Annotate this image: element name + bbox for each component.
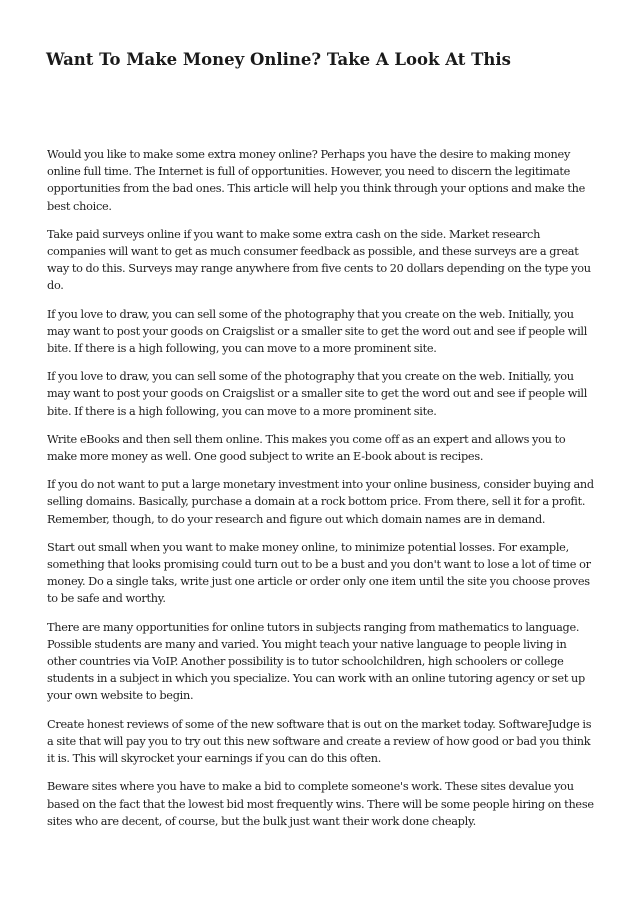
paragraph-photography-2: If you love to draw, you can sell some of the photography that you create on the web. Initially, you may want to post your goods on Craigslist or a smaller site to get the word out and see if people will bite. If there is a high following, you can move to a more prominent site. (47, 370, 588, 418)
paragraph-software-reviews: Create honest reviews of some of the new software that is out on the market today. SoftwareJudge is a site that will pay you to try out this new software and create a review of how good or bad you think it is. This will skyrocket your earnings if you can do this often. (47, 717, 592, 766)
paragraph-bidding-sites: Beware sites where you have to make a bid to complete someone's work. These sites devalue you based on the fact that the lowest bid most frequently wins. There will be some people hiring on these sites who are decent, of course, but the bulk just want their work done cheaply. (47, 780, 594, 828)
paragraph-ebooks: Write eBooks and then sell them online. This makes you come off as an expert and allows you to make more money as well. One good subject to write an E-book about is recipes. (47, 432, 566, 464)
paragraph-tutoring: There are many opportunities for online tutors in subjects ranging from mathematics to language. Possible students are many and varied. You might teach your native language to people living in other countries via VoIP. Another possibility is to tutor schoolchildren, high schoolers or college students in a subject in which you specialize. You can work with an online tutoring agency or set up your own website to begin. (47, 620, 585, 703)
paragraph-surveys-intro: Would you like to make some extra money online? Perhaps you have the desire to making money online full time. The Internet is full of opportunities. However, you need to discern the legitimate opportunities from the bad ones. This article will help you think through your options and make the best choice. (47, 148, 585, 213)
article-body (47, 146, 594, 841)
paragraph-photography-1: If you love to draw, you can sell some of the photography that you create on the web. Initially, you may want to post your goods on Craigslist or a smaller site to get the word out and see if people will bite. If there is a high following, you can move to a more prominent site. (47, 307, 588, 356)
paragraph-start-small: Start out small when you want to make money online, to minimize potential losses. For example, something that looks promising could turn out to be a bust and you don't want to lose a lot of time or money. Do a single taks, write just one article or order only one item until the site you choose proves to be safe and worthy. (47, 540, 591, 606)
paragraph-paid-surveys: Take paid surveys online if you want to make some extra cash on the side. Market research companies will want to get as much consumer feedback as possible, and these surveys are a great way to do this. Surveys may range anywhere from five cents to 20 dollars depending on the type you do. (47, 227, 591, 293)
paragraph-domains: If you do not want to put a large monetary investment into your online business, consider buying and selling domains. Basically, purchase a domain at a rock bottom price. From there, sell it for a profit. Remember, though, to do your research and figure out which domain names are in demand. (47, 478, 594, 526)
page-title: Want To Make Money Online? Take A Look At This (46, 50, 511, 69)
